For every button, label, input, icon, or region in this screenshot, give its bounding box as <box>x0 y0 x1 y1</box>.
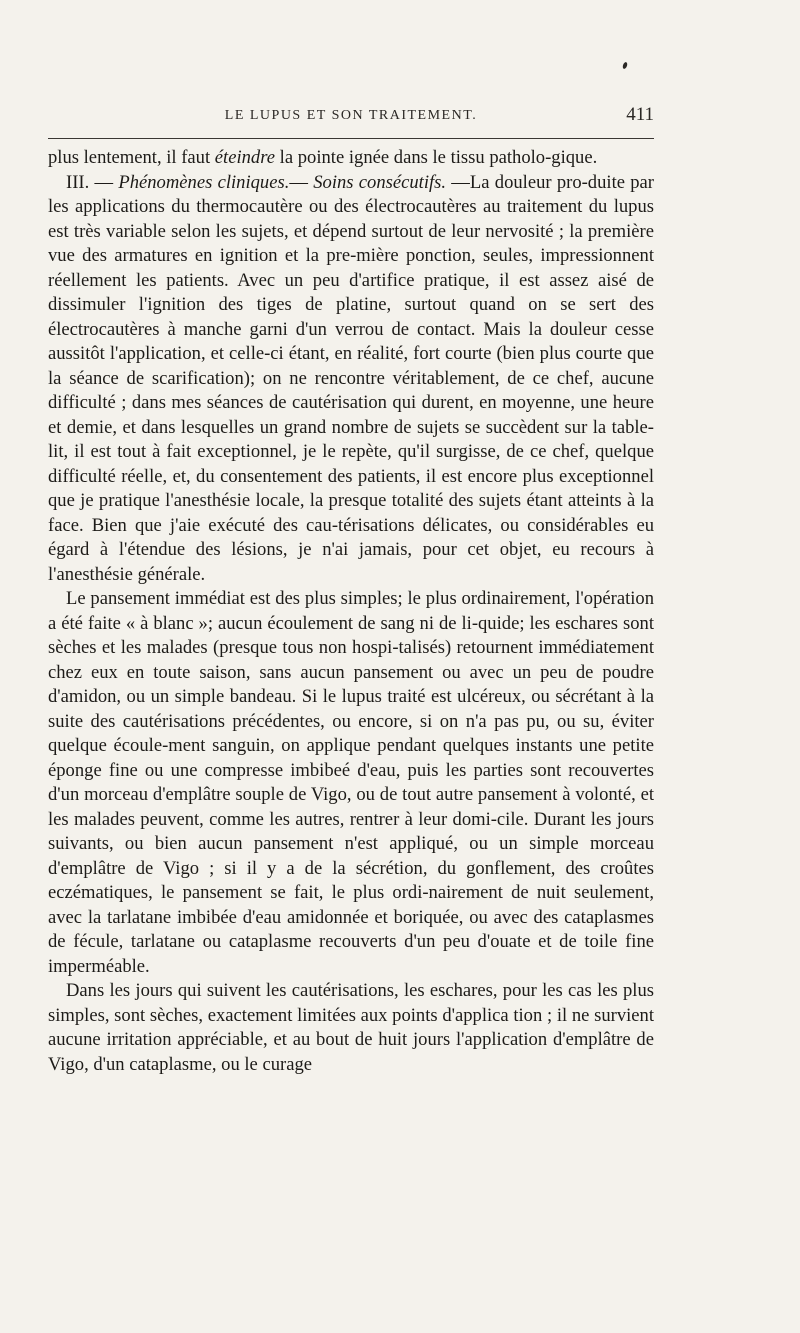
section-title-a: Phénomènes cliniques. <box>118 171 290 193</box>
header-rule <box>48 138 654 139</box>
page-number: 411 <box>626 104 654 125</box>
ink-speck <box>622 62 628 70</box>
body-text <box>48 146 654 1077</box>
section-number: III. — <box>66 171 119 193</box>
section-title-b: Soins consécutifs. <box>313 171 447 193</box>
paragraph-2 <box>48 171 654 588</box>
section-dash: — <box>289 171 314 193</box>
paragraph-1 <box>48 146 654 171</box>
paragraph-4: Dans les jours qui suivent les cautérisations, les eschares, pour les cas les plus simples, sont sèches, exactement limitées aux points d'applica tion ; il ne survient aucune irritation appréciable, et au bout de huit jours l'application d'emplâtre de Vigo, d'un cataplasme, ou le curage <box>48 980 654 1075</box>
p1-italic: éteindre <box>214 147 276 168</box>
p1-text-c: la pointe ignée dans le tissu patholo-gique. <box>275 147 598 168</box>
p1-text-a: plus lentement, il faut <box>48 147 215 168</box>
page-header <box>48 104 654 130</box>
p2-text: —La douleur pro-duite par les applications du thermocautère ou des électrocautères au traitement du lupus est très variable selon les sujets, et dépend surtout de leur nervosité ; la première vue des armatures en ignition et la pre-mière ponction, seules, impressionnent réellement les patients. Avec un peu d'artifice pratique, il est assez aisé de dissimuler l'ignition des tiges de platine, surtout quand on se sert des électrocautères à manche garni d'un verrou de contact. Mais la douleur cesse aussitôt l'application, et celle-ci étant, en réalité, fort courte (bien plus courte que la séance de scarification); on ne rencontre véritablement, de ce chef, aucune difficulté ; dans mes séances de cautérisation qui durent, en moyenne, une heure et demie, et dans lesquelles un grand nombre de sujets se succèdent sur la table-lit, il est tout à fait exceptionnel, je le repète, qu'il surgisse, de ce chef, quelque difficulté réelle, et, du consentement des patients, il est encore plus exceptionnel que je pratique l'anesthésie locale, la presque totalité des sujets étant atteints à la face. Bien que j'aie exécuté des cau-térisations délicates, ou considérables eu égard à l'étendue des lésions, je n'ai jamais, pour cet objet, eu recours à l'anesthésie générale. <box>48 171 654 585</box>
running-head: LE LUPUS ET SON TRAITEMENT. <box>224 108 478 123</box>
paragraph-3: Le pansement immédiat est des plus simples; le plus ordinairement, l'opération a été faite « à blanc »; aucun écoulement de sang ni de li-quide; les eschares sont sèches et les malades (presque tous non hospi-talisés) retournent immédiatement chez eux en toute saison, sans aucun pansement ou avec un peu de poudre d'amidon, ou un simple bandeau. Si le lupus traité est ulcéreux, ou sécrétant à la suite des cautérisations précédentes, ou encore, si on n'a pas pu, ou su, éviter quelque écoule-ment sanguin, on applique pendant quelques instants une petite éponge fine ou une compresse imbibeé d'eau, puis les parties sont recouvertes d'un morceau d'emplâtre souple de Vigo, ou de tout autre pansement à volonté, et les malades peuvent, comme les autres, rentrer à leur domi-cile. Durant les jours suivants, ou bien aucun pansement n'est appliqué, ou un simple morceau d'emplâtre de Vigo ; si il y a de la sécrétion, du gonflement, des croûtes eczématiques, le pansement se fait, le plus ordi-nairement de nuit seulement, avec la tarlatane imbibée d'eau amidonnée et boriquée, ou avec des cataplasmes de fécule, tarlatane ou cataplasme recouverts d'un peu d'ouate et de toile fine imperméable. <box>48 588 654 977</box>
